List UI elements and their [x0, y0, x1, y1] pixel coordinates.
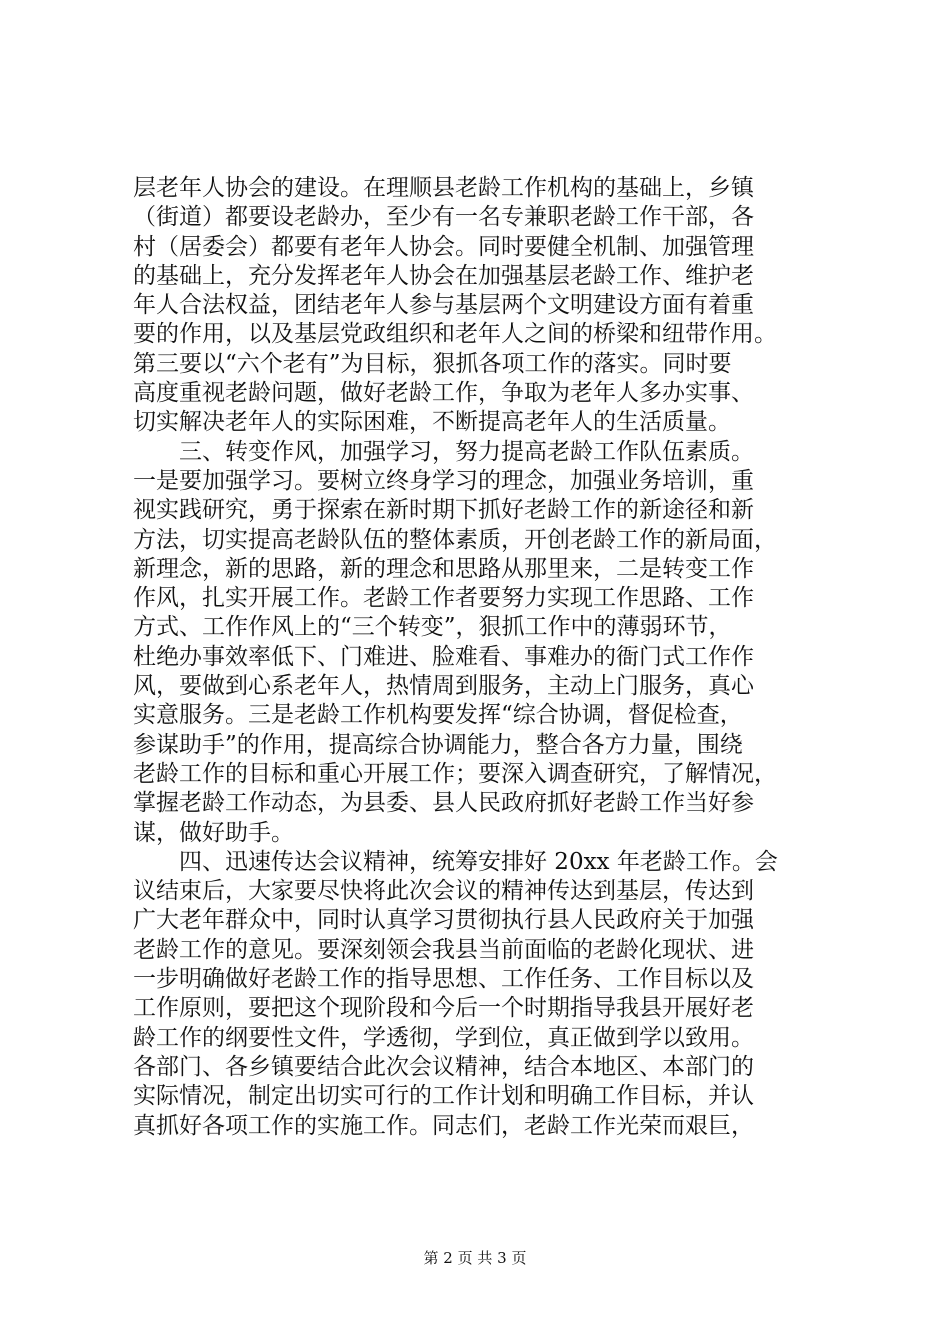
text-line: 各部门、各乡镇要结合此次会议精神，结合本地区、本部门的	[133, 1053, 754, 1080]
text-line: 新理念，新的思路，新的理念和思路从那里来，二是转变工作	[133, 555, 754, 582]
body-text	[133, 174, 833, 1141]
text-line: 视实践研究，勇于探索在新时期下抓好老龄工作的新途径和新	[133, 497, 754, 524]
text-line: 工作原则，要把这个现阶段和今后一个时期指导我县开展好老	[133, 995, 754, 1022]
text-line: 老龄工作的目标和重心开展工作；要深入调查研究，了解情况，	[133, 760, 777, 787]
text-line: 一步明确做好老龄工作的指导思想、工作任务、工作目标以及	[133, 966, 754, 993]
text-line: 切实解决老年人的实际困难，不断提高老年人的生活质量。	[133, 409, 731, 436]
text-line: 方法，切实提高老龄队伍的整体素质，开创老龄工作的新局面，	[133, 526, 777, 553]
text-line: 高度重视老龄问题，做好老龄工作，争取为老年人多办实事、	[133, 380, 754, 407]
text-line: 方式、工作作风上的“三个转变”，狠抓工作中的薄弱环节，	[133, 614, 732, 641]
text-line: 层老年人协会的建设。在理顺县老龄工作机构的基础上，乡镇	[133, 175, 754, 201]
text-line: （街道）都要设老龄办，至少有一名专兼职老龄工作干部，各	[133, 204, 754, 231]
text-line: 议结束后，大家要尽快将此次会议的精神传达到基层，传达到	[133, 878, 754, 905]
text-line: 龄工作的纲要性文件，学透彻，学到位，真正做到学以致用。	[133, 1024, 754, 1051]
text-line: 参谋助手”的作用，提高综合协调能力，整合各方力量，围绕	[133, 731, 743, 758]
section-heading-line: 三、转变作风，加强学习，努力提高老龄工作队伍素质。	[133, 438, 754, 465]
text-line: 实意服务。三是老龄工作机构要发挥“综合协调，督促检查，	[133, 702, 743, 729]
text-line: 年人合法权益，团结老年人参与基层两个文明建设方面有着重	[133, 292, 754, 319]
text-line: 村（居委会）都要有老年人协会。同时要健全机制、加强管理	[133, 233, 754, 260]
page-number-footer: 第 2 页 共 3 页	[423, 1249, 527, 1267]
text-line: 老龄工作的意见。要深刻领会我县当前面临的老龄化现状、进	[133, 936, 754, 963]
text-line: 真抓好各项工作的实施工作。同志们，老龄工作光荣而艰巨，	[133, 1112, 754, 1139]
text-line: 风，要做到心系老年人，热情周到服务，主动上门服务，真心	[133, 673, 754, 700]
text-line: 谋，做好助手。	[133, 819, 294, 846]
text-line: 杜绝办事效率低下、门难进、脸难看、事难办的衙门式工作作	[133, 643, 754, 670]
text-line: 掌握老龄工作动态，为县委、县人民政府抓好老龄工作当好参	[133, 790, 754, 817]
text-line: 实际情况，制定出切实可行的工作计划和明确工作目标，并认	[133, 1083, 754, 1110]
text-line: 的基础上，充分发挥老年人协会在加强基层老龄工作、维护老	[133, 262, 754, 289]
text-line: 第三要以“六个老有”为目标，狠抓各项工作的落实。同时要	[133, 350, 732, 377]
text-line: 一是要加强学习。要树立终身学习的理念，加强业务培训，重	[133, 467, 754, 494]
text-line: 作风，扎实开展工作。老龄工作者要努力实现工作思路、工作	[133, 585, 754, 612]
text-line: 广大老年群众中，同时认真学习贯彻执行县人民政府关于加强	[133, 907, 754, 934]
text-line: 要的作用，以及基层党政组织和老年人之间的桥梁和纽带作用。	[133, 321, 777, 348]
section-heading-line: 四、迅速传达会议精神，统筹安排好 20xx 年老龄工作。会	[133, 848, 778, 875]
